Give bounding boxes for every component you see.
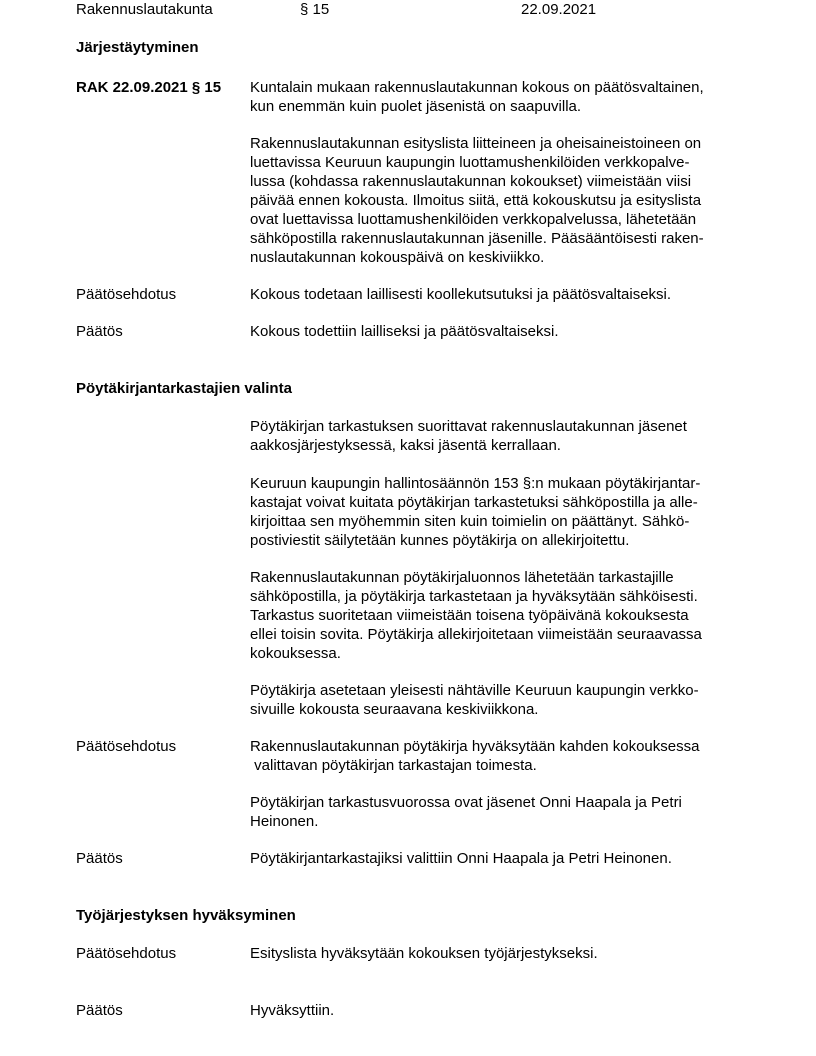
section2-proposal: Rakennuslautakunnan pöytäkirja hyväksytään kahden kokouksessa valittavan pöytäkirjan tarkastajan toimesta.	[250, 738, 700, 774]
section2-para1: Pöytäkirjan tarkastuksen suorittavat rakennuslautakunnan jäsenet aakkosjärjestyksessä, kaksi jäsentä kerrallaan.	[250, 418, 687, 454]
section1-title: Järjestäytyminen	[76, 39, 199, 56]
section1-para2: Rakennuslautakunnan esityslista liitteineen ja oheisaineistoineen on luettavissa Keuruun kaupungin luottamushenkilöiden verkkopalve- lussa (kohdassa rakennuslautakunnan kokoukset) viimeistään viisi päivää ennen kokousta. Ilmoitus siitä, että kokouskutsu ja esityslista ovat luettavissa luottamushenkilöiden verkkopalvelussa, lähetetään sähköpostilla rakennuslautakunnan jäsenille. Pääsääntöisesti raken- nuslautakunnan kokouspäivä on keskiviikko.	[250, 135, 704, 266]
section1-decision: Kokous todettiin lailliseksi ja päätösvaltaiseksi.	[250, 323, 559, 340]
header-section: § 15	[300, 1, 330, 18]
section2-title: Pöytäkirjantarkastajien valinta	[76, 380, 292, 397]
section1-proposal-label: Päätösehdotus	[76, 286, 177, 303]
section2-para3: Rakennuslautakunnan pöytäkirjaluonnos lähetetään tarkastajille sähköpostilla, ja pöytäkirja tarkastetaan ja hyväksytään sähköisesti. Tarkastus suoritetaan viimeistään toisena työpäivänä kokouksesta ellei toisin sovita. Pöytäkirja allekirjoitetaan viimeistään seuraavassa kokouksessa.	[250, 569, 702, 662]
section1-decision-label: Päätös	[76, 323, 123, 340]
section1-proposal: Kokous todetaan laillisesti koollekutsutuksi ja päätösvaltaiseksi.	[250, 286, 672, 303]
section1-reference: RAK 22.09.2021 § 15	[76, 79, 222, 96]
section3-proposal-label: Päätösehdotus	[76, 945, 177, 962]
section2-para4: Pöytäkirja asetetaan yleisesti nähtäville Keuruun kaupungin verkko- sivuille kokousta seuraavana keskiviikkona.	[250, 682, 699, 718]
section2-decision-label: Päätös	[76, 850, 123, 867]
header-body: Rakennuslautakunta	[76, 1, 213, 18]
header-date: 22.09.2021	[521, 1, 597, 18]
section2-proposal2: Pöytäkirjan tarkastusvuorossa ovat jäsenet Onni Haapala ja Petri Heinonen.	[250, 794, 682, 830]
section1-para1: Kuntalain mukaan rakennuslautakunnan kokous on päätösvaltainen, kun enemmän kuin puolet jäsenistä on saapuvilla.	[250, 79, 704, 115]
section2-para2: Keuruun kaupungin hallintosäännön 153 §:n mukaan pöytäkirjantar- kastajat voivat kuitata pöytäkirjan tarkastetuksi sähköpostilla ja alle- kirjoittaa sen myöhemmin siten kuin toimielin on päättänyt. Sähkö- postiviestit säilytetään kunnes pöytäkirja on allekirjoitettu.	[250, 475, 701, 549]
section3-proposal: Esityslista hyväksytään kokouksen työjärjestykseksi.	[250, 945, 598, 962]
section2-decision: Pöytäkirjantarkastajiksi valittiin Onni Haapala ja Petri Heinonen.	[250, 850, 672, 867]
section3-decision: Hyväksyttiin.	[250, 1002, 335, 1019]
section2-proposal-label: Päätösehdotus	[76, 738, 177, 755]
section3-title: Työjärjestyksen hyväksyminen	[76, 907, 296, 924]
section3-decision-label: Päätös	[76, 1002, 123, 1019]
